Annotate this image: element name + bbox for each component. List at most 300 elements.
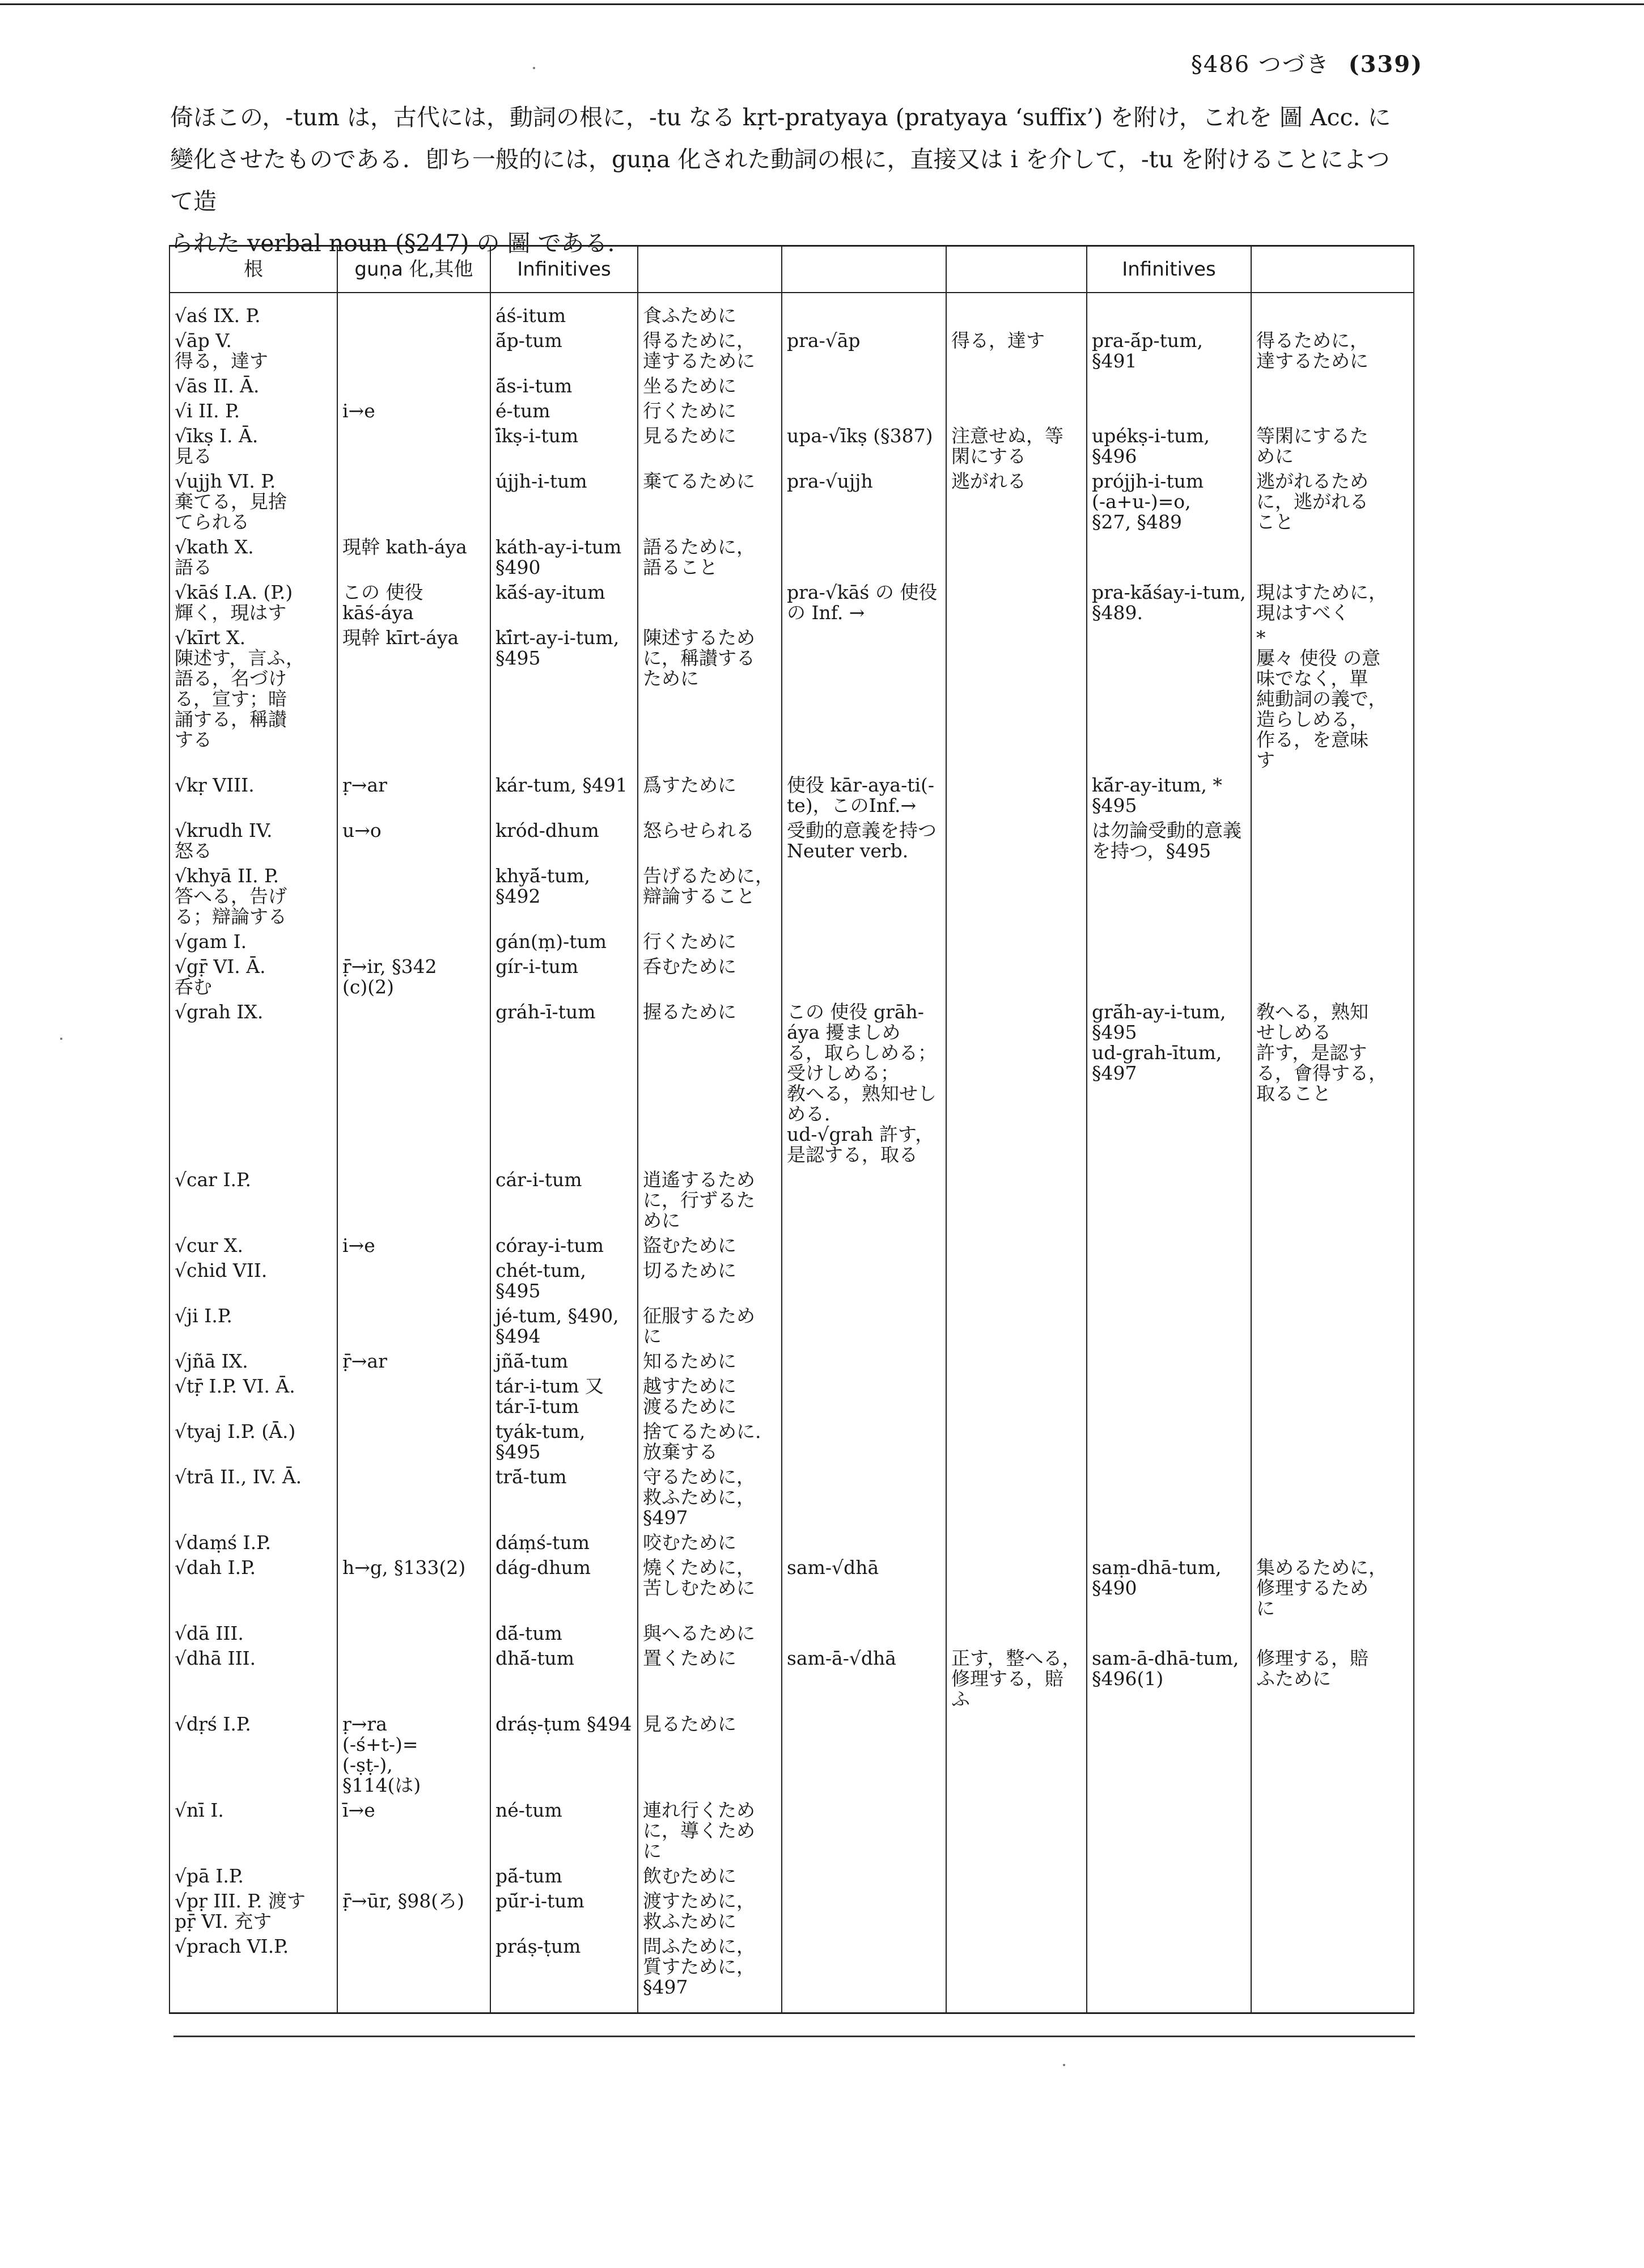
cell-compound [782,1465,946,1530]
table-row [170,399,1414,424]
cell-compound-meaning [946,1864,1087,1889]
cell-root: √dṛś I.P. [170,1712,337,1798]
cell-root: √cur X. [170,1233,337,1258]
cell-infinitive-2: upékṣ-i-tum, §496 [1087,424,1251,469]
cell-compound [782,864,946,929]
cell-meaning-2 [1251,535,1414,580]
table-header-row [170,246,1414,293]
cell-meaning: 行くために [638,399,782,424]
cell-meaning-2 [1251,1304,1414,1349]
table-row [170,1864,1414,1889]
cell-compound [782,293,946,328]
cell-infinitive: áś-itum [490,293,638,328]
cell-infinitive: pā́-tum [490,1864,638,1889]
cell-infinitive: kár-tum, §491 [490,773,638,818]
cell-infinitive-2 [1087,1374,1251,1419]
table-row [170,1646,1414,1712]
cell-compound: この 使役 grāh-áya 擾ましめ る，取らしめる；受けしめる； 敎へる，熟知せしめる． ud-√grah 許す，是認する，取る [782,1000,946,1167]
cell-meaning: 渡すために， 救ふために [638,1889,782,1934]
cell-root: √īkṣ I. Ā. 見る [170,424,337,469]
cell-guna: 現幹 kath-áya [337,535,490,580]
cell-meaning: 見るために [638,1712,782,1798]
cell-compound [782,1889,946,1934]
header-compound-meaning [946,246,1087,293]
header-meaning [638,246,782,293]
cell-meaning: 盜むために [638,1233,782,1258]
cell-infinitive: né-tum [490,1798,638,1864]
cell-infinitive: tyák-tum, §495 [490,1419,638,1465]
cell-compound-meaning: 得る，達す [946,328,1087,374]
cell-guna [337,424,490,469]
cell-compound-meaning [946,864,1087,929]
cell-infinitive: gán(ṃ)-tum [490,929,638,954]
table-row [170,1349,1414,1374]
cell-compound [782,1258,946,1304]
cell-root: √chid VII. [170,1258,337,1304]
cell-compound-meaning [946,818,1087,864]
table-row [170,469,1414,535]
cell-meaning: 飲むために [638,1864,782,1889]
cell-meaning-2 [1251,1934,1414,2013]
cell-compound [782,399,946,424]
cell-root: √trā II., IV. Ā. [170,1465,337,1530]
cell-compound-meaning [946,929,1087,954]
table-row [170,535,1414,580]
table-row [170,1000,1414,1167]
cell-meaning: 怒らせられる [638,818,782,864]
cell-meaning: 逍遙するため に，行ずるた めに [638,1167,782,1233]
cell-root: √aś IX. P. [170,293,337,328]
cell-infinitive-2 [1087,1349,1251,1374]
cell-meaning: 與へるために [638,1621,782,1646]
cell-compound [782,1798,946,1864]
cell-compound-meaning [946,1233,1087,1258]
cell-compound [782,374,946,399]
cell-meaning: 告げるために， 辯論すること [638,864,782,929]
cell-root: √tṝ I.P. VI. Ā. [170,1374,337,1419]
cell-compound: pra-√āp [782,328,946,374]
cell-compound-meaning [946,1712,1087,1798]
cell-meaning-2 [1251,374,1414,399]
cell-infinitive: dág-dhum [490,1555,638,1621]
top-rule [0,3,1644,5]
cell-infinitive-2 [1087,929,1251,954]
cell-guna [337,864,490,929]
header-infinitives-2: Infinitives [1087,246,1251,293]
cell-infinitive: práṣ-ṭum [490,1934,638,2013]
cell-root: √car I.P. [170,1167,337,1233]
cell-infinitive: kród-dhum [490,818,638,864]
cell-compound [782,954,946,1000]
cell-infinitive: jé-tum, §490, §494 [490,1304,638,1349]
table-row [170,374,1414,399]
cell-meaning [638,580,782,625]
cell-infinitive-2 [1087,535,1251,580]
cell-root: √kīrt X. 陳述す，言ふ， 語る，名づけ る，宣す；暗 誦する，稱讃 する [170,625,337,773]
cell-root: √daṃś I.P. [170,1530,337,1555]
cell-infinitive-2 [1087,374,1251,399]
cell-compound-meaning [946,1621,1087,1646]
cell-infinitive: dā́-tum [490,1621,638,1646]
cell-compound: pra-√ujjh [782,469,946,535]
intro-line: 倚ほこの，-tum は，古代には，動詞の根に，-tu なる kṛt-pratyaya (pratyaya ‘suffix’) を附け，これを 圖 Acc. に [170,104,1391,131]
cell-guna [337,1258,490,1304]
cell-meaning-2 [1251,929,1414,954]
cell-meaning: 問ふために， 質すために， §497 [638,1934,782,2013]
cell-infinitive: córay-i-tum [490,1233,638,1258]
cell-compound-meaning [946,1374,1087,1419]
table-row [170,1233,1414,1258]
cell-infinitive-2 [1087,293,1251,328]
cell-compound-meaning: 正す，整へる， 修理する，賠 ふ [946,1646,1087,1712]
cell-infinitive-2 [1087,1167,1251,1233]
cell-meaning-2 [1251,773,1414,818]
cell-compound-meaning [946,1304,1087,1349]
cell-compound-meaning [946,1798,1087,1864]
cell-meaning: 呑むために [638,954,782,1000]
cell-meaning: 越すために 渡るために [638,1374,782,1419]
cell-infinitive-2 [1087,1712,1251,1798]
cell-guna: u→o [337,818,490,864]
cell-guna [337,1304,490,1349]
cell-guna [337,929,490,954]
cell-infinitive: gír-i-tum [490,954,638,1000]
cell-meaning-2: 集めるために， 修理するため に [1251,1555,1414,1621]
running-header [1191,46,1423,79]
cell-compound-meaning [946,1555,1087,1621]
header-compound [782,246,946,293]
table-row [170,1530,1414,1555]
table-row [170,424,1414,469]
cell-root: √kṛ VIII. [170,773,337,818]
cell-meaning-2 [1251,1374,1414,1419]
cell-compound-meaning [946,293,1087,328]
cell-infinitive: gráh-ī-tum [490,1000,638,1167]
table-row [170,1167,1414,1233]
infinitives-table [169,245,1414,2014]
cell-guna [337,1465,490,1530]
cell-infinitive-2 [1087,1798,1251,1864]
cell-infinitive-2 [1087,864,1251,929]
cell-guna [337,1530,490,1555]
table-row [170,1712,1414,1798]
cell-root: √pā I.P. [170,1864,337,1889]
cell-meaning-2 [1251,954,1414,1000]
cell-guna: この 使役 kāś-áya [337,580,490,625]
cell-compound-meaning [946,1167,1087,1233]
cell-infinitive-2 [1087,399,1251,424]
cell-compound: 受動的意義を持つ Neuter verb. [782,818,946,864]
cell-root: √ujjh VI. P. 棄てる，見捨 てられる [170,469,337,535]
cell-compound: pra-√kāś の 使役 の Inf. → [782,580,946,625]
cell-guna [337,1646,490,1712]
cell-compound-meaning [946,954,1087,1000]
cell-meaning-2 [1251,1419,1414,1465]
cell-infinitive: tár-i-tum 又 tár-ī-tum [490,1374,638,1419]
cell-compound-meaning [946,374,1087,399]
cell-infinitive: újjh-i-tum [490,469,638,535]
cell-infinitive: kā́ś-ay-itum [490,580,638,625]
cell-guna: ī→e [337,1798,490,1864]
cell-infinitive-2 [1087,1304,1251,1349]
cell-compound-meaning [946,1889,1087,1934]
cell-infinitive-2: grā́h-ay-i-tum, §495 ud-grah-ītum, §497 [1087,1000,1251,1167]
cell-root: √āp V. 得る，達す [170,328,337,374]
cell-guna: ṛ→ar [337,773,490,818]
cell-compound [782,929,946,954]
cell-guna: h→g, §133(2) [337,1555,490,1621]
cell-meaning: 置くために [638,1646,782,1712]
cell-compound [782,1530,946,1555]
table-row [170,293,1414,328]
cell-meaning-2 [1251,293,1414,328]
cell-guna [337,1419,490,1465]
cell-infinitive: pū́r-i-tum [490,1889,638,1934]
cell-compound: upa-√īkṣ (§387) [782,424,946,469]
print-speck [533,67,535,69]
cell-meaning-2 [1251,1798,1414,1864]
cell-root: √kāś I.A. (P.) 輝く，現はす [170,580,337,625]
cell-infinitive-2: pra-kā́śay-i-tum, §489. [1087,580,1251,625]
table-row [170,1258,1414,1304]
cell-guna: ṛ→ra (-ś+t-)= (-ṣṭ-), §114(は) [337,1712,490,1798]
bottom-rule [173,2036,1415,2037]
cell-guna [337,1167,490,1233]
cell-root: √ji I.P. [170,1304,337,1349]
cell-guna: ṝ→ir, §342 (c)(2) [337,954,490,1000]
cell-meaning: 得るために， 達するために [638,328,782,374]
cell-compound-meaning [946,773,1087,818]
cell-meaning-2: 修理する，賠 ふために [1251,1646,1414,1712]
cell-infinitive: ā́p-tum [490,328,638,374]
cell-meaning: 捨てるために. 放棄する [638,1419,782,1465]
table-row [170,1374,1414,1419]
cell-compound [782,1621,946,1646]
cell-meaning-2 [1251,1349,1414,1374]
cell-root: √jñā IX. [170,1349,337,1374]
header-infinitives: Infinitives [490,246,638,293]
cell-infinitive-2 [1087,1934,1251,2013]
cell-compound-meaning: 注意せぬ，等 閑にする [946,424,1087,469]
cell-root: √gṝ VI. Ā. 呑む [170,954,337,1000]
cell-meaning-2 [1251,1864,1414,1889]
intro-line: 變化させたものである．卽ち一般的には，guṇa 化された動詞の根に，直接又は i を介して，-tu を附けることによつて造 [170,146,1390,215]
cell-meaning: 握るために [638,1000,782,1167]
cell-meaning-2: 現はすために， 現はすべく [1251,580,1414,625]
cell-infinitive: ā́s-i-tum [490,374,638,399]
cell-meaning: 見るために [638,424,782,469]
cell-infinitive: trā́-tum [490,1465,638,1530]
cell-compound [782,625,946,773]
cell-infinitive-2: saṃ-dhā-tum, §490 [1087,1555,1251,1621]
cell-guna [337,1000,490,1167]
cell-compound: sam-√dhā [782,1555,946,1621]
cell-guna: ṝ→ūr, §98(ろ) [337,1889,490,1934]
cell-infinitive-2 [1087,1621,1251,1646]
table-row [170,773,1414,818]
table-row [170,1934,1414,2013]
intro-paragraph [170,96,1406,264]
cell-compound [782,1349,946,1374]
cell-infinitive-2 [1087,954,1251,1000]
cell-meaning: 爲すために [638,773,782,818]
cell-infinitive: khyā́-tum, §492 [490,864,638,929]
cell-guna: i→e [337,399,490,424]
table-row [170,1798,1414,1864]
cell-guna [337,374,490,399]
cell-infinitive-2: sam-ā-dhā-tum, §496(1) [1087,1646,1251,1712]
cell-compound [782,1304,946,1349]
cell-guna [337,1864,490,1889]
cell-compound-meaning [946,1258,1087,1304]
cell-infinitive: dáṃś-tum [490,1530,638,1555]
table-body [170,293,1414,2013]
cell-infinitive: cár-i-tum [490,1167,638,1233]
cell-root: √prach VI.P. [170,1934,337,2013]
cell-meaning: 語るために， 語ること [638,535,782,580]
cell-compound [782,535,946,580]
cell-infinitive: é-tum [490,399,638,424]
cell-guna: 現幹 kīrt-áya [337,625,490,773]
cell-compound-meaning [946,1530,1087,1555]
cell-meaning-2 [1251,1712,1414,1798]
cell-compound-meaning [946,625,1087,773]
cell-meaning-2 [1251,1889,1414,1934]
cell-infinitive-2 [1087,1258,1251,1304]
cell-root: √grah IX. [170,1000,337,1167]
cell-root: √dā III. [170,1621,337,1646]
cell-compound-meaning [946,399,1087,424]
cell-infinitive: dráṣ-ṭum §494 [490,1712,638,1798]
cell-meaning: 知るために [638,1349,782,1374]
table-row [170,1465,1414,1530]
table-row [170,1621,1414,1646]
cell-infinitive: ī́kṣ-i-tum [490,424,638,469]
table-row [170,864,1414,929]
cell-meaning-2 [1251,1465,1414,1530]
cell-root: √ās II. Ā. [170,374,337,399]
cell-meaning: 陳述するため に，稱讃する ために [638,625,782,773]
header-guna: guṇa 化,其他 [337,246,490,293]
cell-guna [337,469,490,535]
cell-meaning-2 [1251,1167,1414,1233]
table-row [170,580,1414,625]
cell-compound-meaning [946,1465,1087,1530]
cell-infinitive: dhā́-tum [490,1646,638,1712]
cell-meaning: 連れ行くため に，導くため に [638,1798,782,1864]
cell-meaning-2 [1251,399,1414,424]
cell-compound [782,1167,946,1233]
cell-compound [782,1712,946,1798]
table-row [170,818,1414,864]
cell-meaning: 食ふために [638,293,782,328]
cell-infinitive-2 [1087,1889,1251,1934]
cell-root: √i II. P. [170,399,337,424]
cell-meaning: 行くために [638,929,782,954]
cell-meaning: 切るために [638,1258,782,1304]
cell-meaning: 守るために， 救ふために， §497 [638,1465,782,1530]
cell-infinitive-2: は勿論受動的意義を持つ，§495 [1087,818,1251,864]
table-row [170,1419,1414,1465]
header-root: 根 [170,246,337,293]
cell-meaning-2: 等閑にするた めに [1251,424,1414,469]
cell-guna [337,1621,490,1646]
cell-root: √tyaj I.P. (Ā.) [170,1419,337,1465]
cell-guna [337,1934,490,2013]
cell-compound-meaning [946,580,1087,625]
cell-compound [782,1233,946,1258]
cell-compound-meaning [946,1349,1087,1374]
cell-infinitive-2 [1087,1419,1251,1465]
cell-infinitive-2: prójjh-i-tum (-a+u-)=o, §27, §489 [1087,469,1251,535]
cell-compound [782,1864,946,1889]
cell-meaning-2 [1251,864,1414,929]
cell-compound [782,1934,946,2013]
cell-meaning: 燒くために， 苦しむために [638,1555,782,1621]
table-row [170,328,1414,374]
cell-guna [337,328,490,374]
cell-root: √kath X. 語る [170,535,337,580]
header-meaning-2 [1251,246,1414,293]
cell-meaning-2 [1251,1258,1414,1304]
cell-infinitive: káth-ay-i-tum §490 [490,535,638,580]
cell-guna: ṝ→ar [337,1349,490,1374]
table-row [170,625,1414,773]
cell-guna [337,1374,490,1419]
cell-root: √gam I. [170,929,337,954]
cell-root: √nī I. [170,1798,337,1864]
cell-infinitive-2 [1087,1530,1251,1555]
cell-meaning-2 [1251,1621,1414,1646]
cell-compound [782,1374,946,1419]
cell-infinitive-2 [1087,625,1251,773]
cell-guna: i→e [337,1233,490,1258]
table-row [170,1889,1414,1934]
cell-compound-meaning [946,1934,1087,2013]
cell-compound: sam-ā-√dhā [782,1646,946,1712]
cell-infinitive-2 [1087,1233,1251,1258]
cell-root: √khyā II. P. 答へる，告げ る；辯論する [170,864,337,929]
cell-root: √pṛ III. P. 渡す pṝ VI. 充す [170,1889,337,1934]
table-row [170,954,1414,1000]
cell-meaning: 坐るために [638,374,782,399]
cell-infinitive-2 [1087,1864,1251,1889]
cell-meaning-2: 敎へる，熟知 せしめる 許す，是認す る，會得する， 取ること [1251,1000,1414,1167]
cell-meaning: 棄てるために [638,469,782,535]
cell-compound: 使役 kār-aya-ti(-te)，このInf.→ [782,773,946,818]
table-row [170,1555,1414,1621]
table-row [170,1304,1414,1349]
print-speck [1063,2064,1065,2066]
cell-infinitive: kī́rt-ay-i-tum, §495 [490,625,638,773]
cell-meaning-2 [1251,1530,1414,1555]
cell-guna [337,293,490,328]
cell-infinitive-2: kā́r-ay-itum, * §495 [1087,773,1251,818]
print-speck [60,1038,62,1040]
cell-root: √krudh IV. 怒る [170,818,337,864]
intro-line: られた verbal noun (§247) の 圖 である． [170,230,631,257]
cell-infinitive-2: pra-ā́p-tum, §491 [1087,328,1251,374]
cell-meaning-2: 逃がれるため に，逃がれる こと [1251,469,1414,535]
page-number: (339) [1348,51,1423,78]
cell-meaning: 咬むために [638,1530,782,1555]
cell-infinitive: jñā́-tum [490,1349,638,1374]
cell-meaning-2: 得るために， 達するために [1251,328,1414,374]
cell-meaning-2 [1251,1233,1414,1258]
table-row [170,929,1414,954]
cell-compound-meaning [946,1419,1087,1465]
cell-infinitive-2 [1087,1465,1251,1530]
